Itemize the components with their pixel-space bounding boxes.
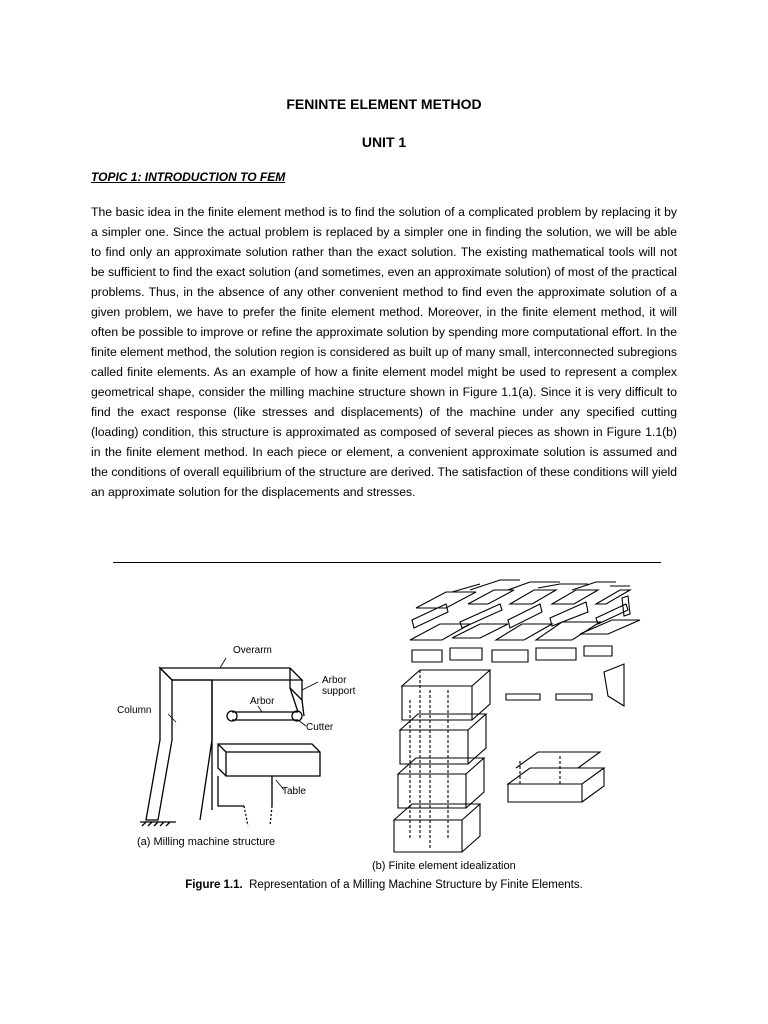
element-arbor-2	[556, 694, 592, 700]
caption-b: (b) Finite element idealization	[372, 860, 516, 872]
element-plates-top	[412, 580, 630, 628]
figure-caption-text: Representation of a Milling Machine Structure by Finite Elements.	[249, 879, 583, 891]
label-overarm: Overarm	[233, 645, 272, 656]
element-plates-second	[410, 620, 640, 662]
unit-heading: UNIT 1	[361, 134, 407, 150]
element-arbor-1	[506, 694, 540, 700]
label-cutter: Cutter	[306, 722, 334, 733]
label-arbor-support-2: support	[322, 686, 356, 697]
caption-a: (a) Milling machine structure	[137, 836, 276, 848]
element-column-stack	[394, 670, 490, 852]
label-column: Column	[117, 705, 152, 716]
element-support	[604, 664, 624, 706]
figure-caption	[0, 879, 768, 891]
page-title: FENINTE ELEMENT METHOD	[286, 96, 482, 112]
topic-heading: TOPIC 1: INTRODUCTION TO FEM	[91, 170, 286, 184]
label-arbor-support-1: Arbor	[322, 675, 347, 686]
body-paragraph: The basic idea in the finite element method is to find the solution of a complicated problem by replacing it by a simpler one. Since the actual problem is replaced by a simpler one in finding the solution, we will be able to find only an approximate solution rather than the exact solution. The existing mathematical tools will not be sufficient to find the exact solution (and sometimes, even an approximate solution) of most of the practical problems. Thus, in the absence of any other convenient method to find even the approximate solution of a given problem, we have to prefer the finite element method. Moreover, in the finite element method, it will often be possible to improve or refine the approximate solution by spending more computational effort. In the finite element method, the solution region is considered as built up of many small, interconnected subregions called finite elements. As an example of how a finite element model might be used to represent a complex geometrical shape, consider the milling machine structure shown in Figure 1.1(a). Since it is very difficult to find the exact response (like stresses and displacements) of the machine under any specified cutting (loading) condition, this structure is approximated as composed of several pieces as shown in Figure 1.1(b) in the finite element method. In each piece or element, a convenient approximate solution is assumed and the conditions of overall equilibrium of the structure are derived. The satisfaction of these conditions will yield an approximate solution for the displacements and stresses.	[91, 205, 677, 499]
label-arbor: Arbor	[250, 696, 275, 707]
label-table: Table	[282, 786, 306, 797]
figure-number: Figure 1.1.	[185, 879, 243, 891]
element-table-block	[508, 752, 604, 802]
